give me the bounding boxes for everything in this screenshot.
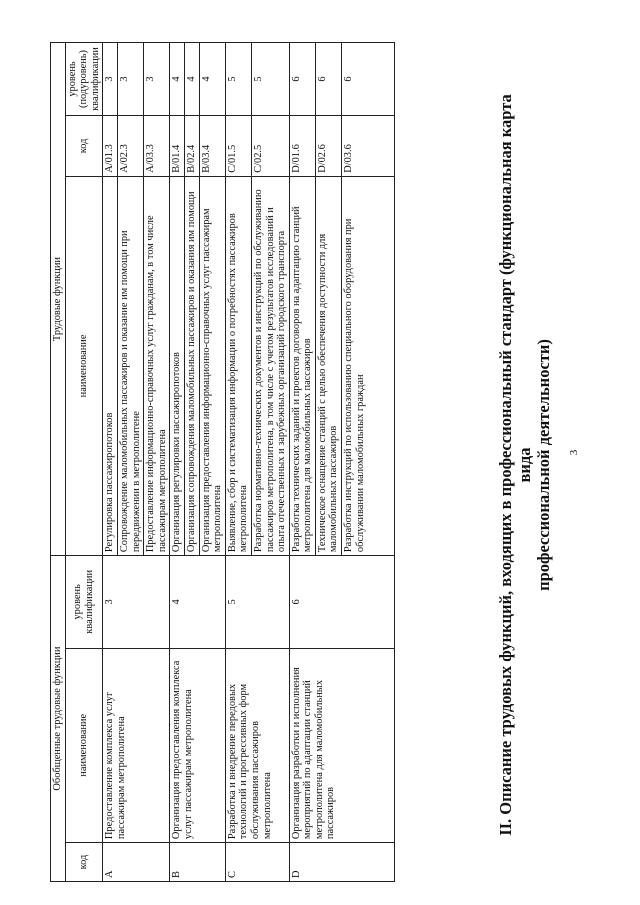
group-code: A <box>103 843 170 882</box>
function-code: A/03.3 <box>144 116 170 177</box>
function-code: D/01.6 <box>289 116 315 177</box>
group-level: 5 <box>225 556 289 648</box>
function-level: 3 <box>103 43 118 116</box>
group-name: Организация разработки и исполнения мероприятий по адаптации станций метрополитена для маломобильных пассажиров <box>289 648 394 843</box>
function-level: 6 <box>342 43 395 116</box>
function-level: 3 <box>144 43 170 116</box>
function-level: 3 <box>117 43 143 116</box>
function-name: Разработка нормативно-технических документов и инструкций по обслуживанию пассажиров метрополитена, в том числе с учетом результатов исследований и опыта отечественных и зарубежных организаций городского транспорта <box>251 176 289 555</box>
gen-name-header: наименование <box>65 648 103 843</box>
group-code: D <box>289 843 394 882</box>
function-name: Сопровождение маломобильных пассажиров и оказание им помощи при передвижении в метрополитене <box>117 176 143 555</box>
group-level: 3 <box>103 556 170 648</box>
function-level: 6 <box>289 43 315 116</box>
function-name: Разработка технических заданий и проектов договоров на адаптацию станций метрополитена для маломобильных пассажиров <box>289 176 315 555</box>
function-code: A/01.3 <box>103 116 118 177</box>
group-name: Предоставление комплекса услуг пассажирам метрополитена <box>103 648 170 843</box>
func-name-header: наименование <box>65 176 103 555</box>
page-number: 3 <box>568 449 580 456</box>
group-code: B <box>170 843 225 882</box>
function-code: A/02.3 <box>117 116 143 177</box>
table-row <box>225 43 251 882</box>
function-code: D/03.6 <box>342 116 395 177</box>
function-code: B/01.4 <box>170 116 185 177</box>
table-row <box>289 43 315 882</box>
function-code: D/02.6 <box>315 116 341 177</box>
function-code: B/03.4 <box>199 116 225 177</box>
group-code: C <box>225 843 289 882</box>
header-row-2 <box>65 43 103 882</box>
functional-map-table <box>50 42 395 882</box>
function-name: Разработка инструкций по использованию специального оборудования при обслуживании маломобильных граждан <box>342 176 395 555</box>
function-level: 5 <box>251 43 289 116</box>
table-row <box>103 43 118 882</box>
function-level: 5 <box>225 43 251 116</box>
group-level: 6 <box>289 556 394 648</box>
function-code: C/01.5 <box>225 116 251 177</box>
function-name: Организация регулировки пассажиропотоков <box>170 176 185 555</box>
gen-level-header: уровень квалификации <box>65 556 103 648</box>
function-name: Выявление, сбор и систематизация информации о потребностях пассажиров метрополитена <box>225 176 251 555</box>
function-code: B/02.4 <box>184 116 199 177</box>
function-name: Организация предоставления информационно-справочных услуг пассажирам метрополитена <box>199 176 225 555</box>
generalized-functions-header: Обобщенные трудовые функции <box>51 556 66 882</box>
function-code: C/02.5 <box>251 116 289 177</box>
title-line-2: профессиональной деятельности) <box>534 339 553 591</box>
function-level: 4 <box>184 43 199 116</box>
func-level-header: уровень (подуровень) квалификации <box>65 43 103 116</box>
table-row <box>170 43 185 882</box>
group-name: Организация предоставления комплекса услуг пассажирам метрополитена <box>170 648 225 843</box>
function-level: 6 <box>315 43 341 116</box>
labor-functions-header: Трудовые функции <box>51 43 66 556</box>
group-name: Разработка и внедрение передовых технологий и прогрессивных форм обслуживания пассажиров метрополитена <box>225 648 289 843</box>
title-line-1: II. Описание трудовых функций, входящих в профессиональный стандарт (функциональная карта вида <box>496 94 534 836</box>
function-name: Регулировка пассажиропотоков <box>103 176 118 555</box>
section-title <box>496 85 553 845</box>
function-name: Предоставление информационно-справочных услуг гражданам, в том числе пассажирам метрополитена <box>144 176 170 555</box>
header-row-1 <box>51 43 66 882</box>
function-level: 4 <box>170 43 185 116</box>
group-level: 4 <box>170 556 225 648</box>
function-level: 4 <box>199 43 225 116</box>
function-name: Организация сопровождения маломобильных пассажиров и оказания им помощи <box>184 176 199 555</box>
gen-code-header: код <box>65 843 103 882</box>
func-code-header: код <box>65 116 103 177</box>
function-name: Техническое оснащение станций с целью обеспечения доступности для маломобильных пассажиров <box>315 176 341 555</box>
